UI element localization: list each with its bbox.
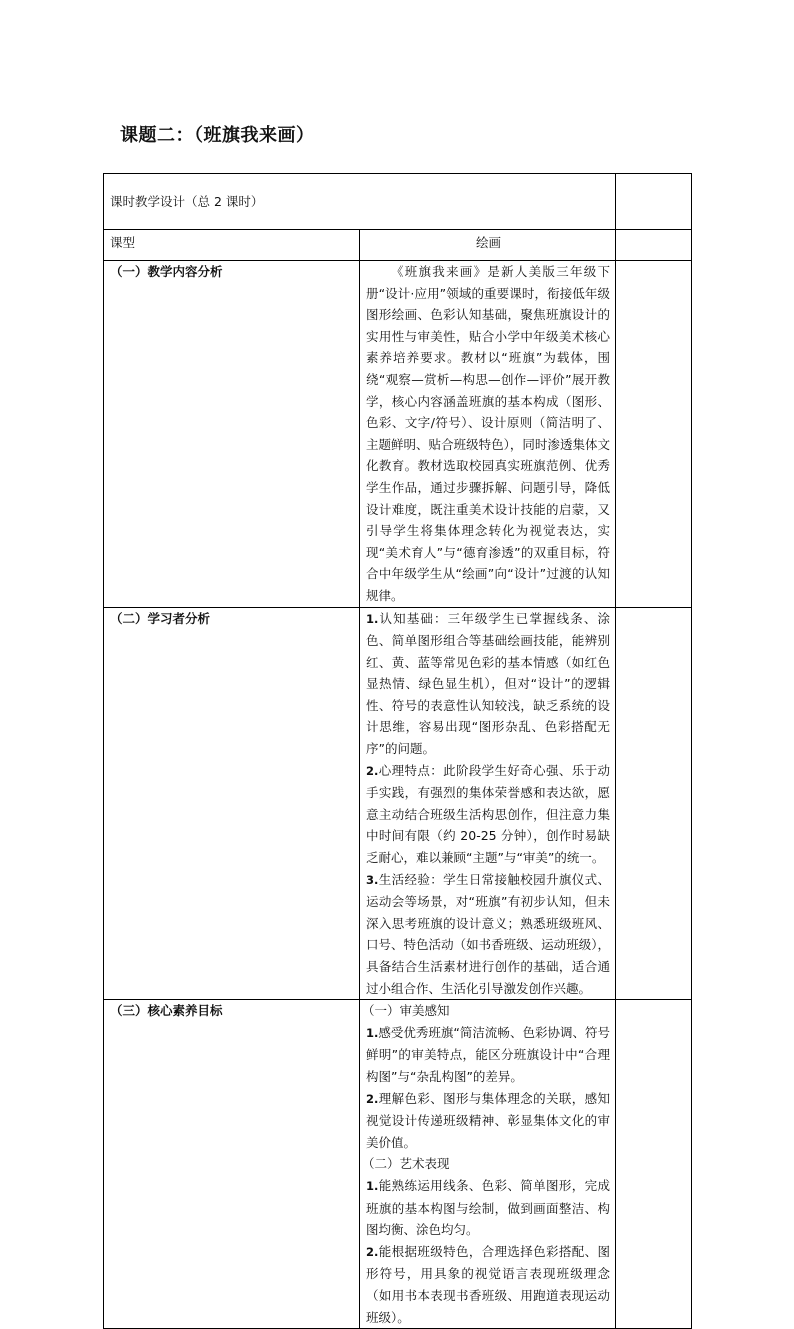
item-number: 1.	[366, 611, 379, 626]
item-text: 能熟练运用线条、色彩、简单图形，完成班旗的基本构图与绘制，做到画面整洁、构图均衡、涂色均匀。	[366, 1177, 610, 1238]
goal-item	[360, 1175, 615, 1241]
section-label-cell	[104, 1000, 360, 1329]
content-analysis-text: 《班旗我来画》是新人美版三年级下册“设计·应用”领域的重要课时，衔接低年级图形绘画、色彩认知基础，聚焦班旗设计的实用性与审美性，贴合小学中年级美术核心素养培养要求。教材以“班旗”为载体，围绕“观察—赏析—构思—创作—评价”展开教学，核心内容涵盖班旗的基本构成（图形、色彩、文字/符号）、设计原则（简洁明了、主题鲜明、贴合班级特色），同时渗透集体文化教育。教材选取校园真实班旗范例、优秀学生作品，通过步骤拆解、问题引导，降低设计难度，既注重美术设计技能的启蒙，又引导学生将集体理念转化为视觉表达，实现“美术育人”与“德育渗透”的双重目标，符合中年级学生从“绘画”向“设计”过渡的认知规律。	[366, 264, 610, 603]
section-label: （二）学习者分析	[110, 610, 211, 626]
document-title: 课题二：（班旗我来画）	[120, 125, 315, 146]
empty-cell	[616, 261, 692, 608]
item-number: 1.	[366, 1178, 379, 1193]
empty-cell	[616, 174, 692, 230]
item-number: 2.	[366, 763, 379, 778]
empty-cell	[616, 1000, 692, 1329]
section-label-cell	[104, 261, 360, 608]
empty-cell	[616, 230, 692, 261]
type-label: 课型	[110, 235, 136, 250]
learner-item	[360, 608, 615, 760]
type-label-cell	[104, 230, 360, 261]
section-label-cell	[104, 607, 360, 1000]
item-number: 1.	[366, 1025, 379, 1040]
lesson-design-table	[103, 173, 692, 1329]
header-text: 课时教学设计（总 2 课时）	[110, 194, 264, 209]
subheading: （二）艺术表现	[362, 1156, 450, 1172]
item-text: 生活经验：学生日常接触校园升旗仪式、运动会等场景，对“班旗”有初步认知，但未深入思考班旗的设计意义；熟悉班级班风、口号、特色活动（如书香班级、运动班级），具备结合生活素材进行创作的基础，适合通过小组合作、生活化引导激发创作兴趣。	[366, 871, 610, 996]
header-cell	[104, 174, 616, 230]
section-content-cell	[360, 261, 616, 608]
section-label: （一）教学内容分析	[110, 264, 223, 279]
item-text: 理解色彩、图形与集体理念的关联，感知视觉设计传递班级精神、彰显集体文化的审美价值。	[366, 1090, 610, 1150]
item-number: 2.	[366, 1244, 379, 1259]
item-number: 3.	[366, 872, 379, 887]
goal-item	[360, 1088, 615, 1154]
type-row	[104, 230, 692, 261]
goal-item	[360, 1241, 615, 1328]
item-text: 认知基础：三年级学生已掌握线条、涂色、简单图形组合等基础绘画技能，能辨别红、黄、蓝等常见色彩的基本情感（如红色显热情、绿色显生机），但对“设计”的逻辑性、符号的表意性认知较浅，缺乏系统的设计思维，容易出现“图形杂乱、色彩搭配无序”的问题。	[366, 610, 610, 757]
table-header-row	[104, 174, 692, 230]
goal-item	[360, 1022, 615, 1088]
type-value: 绘画	[475, 235, 501, 250]
learner-analysis-row	[104, 607, 692, 1000]
type-value-cell	[360, 230, 616, 261]
learner-item	[360, 869, 615, 1000]
section-label: （三）核心素养目标	[110, 1003, 223, 1019]
learner-item	[360, 760, 615, 869]
item-text: 感受优秀班旗“简洁流畅、色彩协调、符号鲜明”的审美特点，能区分班旗设计中“合理构图”与“杂乱构图”的差异。	[366, 1024, 610, 1084]
section-content-cell	[360, 607, 616, 1000]
core-literacy-row	[104, 1000, 692, 1329]
empty-cell	[616, 607, 692, 1000]
item-text: 能根据班级特色，合理选择色彩搭配、图形符号，用具象的视觉语言表现班级理念（如用书本表现书香班级、用跑道表现运动班级）。	[366, 1243, 610, 1325]
item-text: 心理特点：此阶段学生好奇心强、乐于动手实践，有强烈的集体荣誉感和表达欲，愿意主动结合班级生活构思创作，但注意力集中时间有限（约 20-25 分钟），创作时易缺乏耐心，难以兼顾“主题”与“审美”的统一。	[366, 762, 610, 866]
content-analysis-row	[104, 261, 692, 608]
subheading: （一）审美感知	[362, 1003, 450, 1019]
item-number: 2.	[366, 1091, 379, 1106]
section-content-cell	[360, 1000, 616, 1329]
